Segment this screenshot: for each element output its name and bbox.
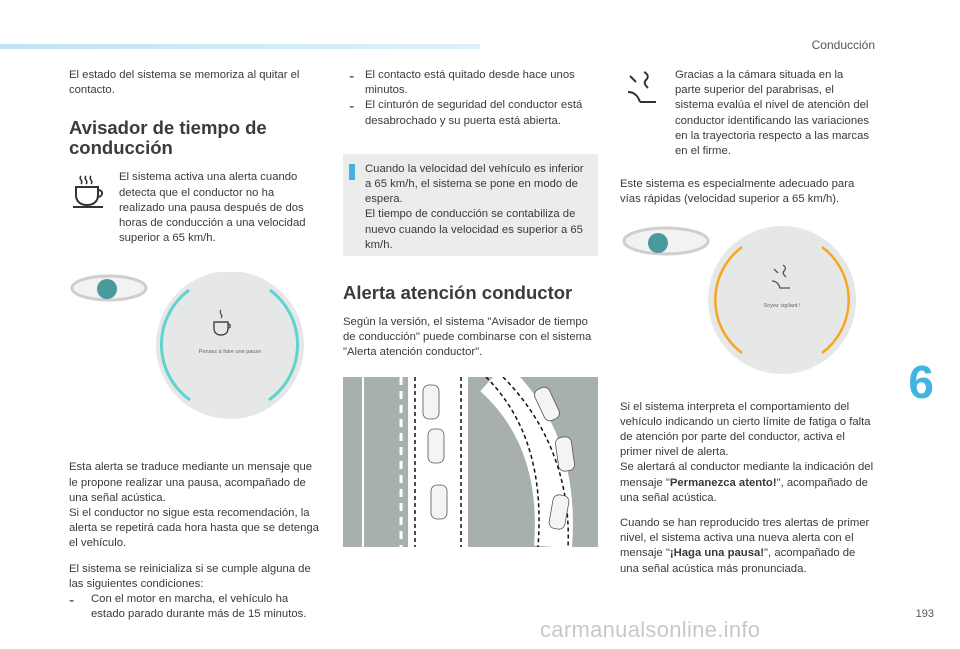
reset-intro: El sistema se reinicializa si se cumple alguna de las siguientes condiciones:: [69, 562, 311, 590]
column-3: [620, 68, 875, 577]
list-item: - El cinturón de seguridad del conductor está desabrochado y su puerta está abierta.: [349, 98, 583, 127]
list-item: - Con el motor en marcha, el vehículo ha estado parado durante más de 15 minutos.: [69, 592, 307, 621]
chapter-number: 6: [908, 356, 934, 408]
coffee-alert-text: El sistema activa una alerta cuando detecta que el conductor no ha realizado una pausa después de dos horas de conducción a una velocidad superior a 65 km/h.: [119, 171, 306, 245]
column-1: [69, 68, 319, 622]
section-title: Conducción: [811, 38, 875, 52]
camera-icon-paragraph: [620, 68, 875, 159]
note-standby: Cuando la velocidad del vehículo es inferior a 65 km/h, el sistema se pone en modo de espera.: [365, 162, 584, 206]
note-resume: El tiempo de conducción se contabiliza de nuevo cuando la velocidad es superior a 65 km/h.: [365, 208, 583, 251]
car-icon: [431, 485, 447, 519]
car-icon: [428, 429, 444, 463]
list-item: - El contacto está quitado desde hace unos minutos.: [349, 68, 575, 97]
header-rule: [0, 44, 480, 49]
attention-display-illustration: [620, 225, 875, 390]
car-icon: [423, 385, 439, 419]
fatigue-text: Si el sistema interpreta el comportamiento del vehículo indicando un cierto límite de fatiga o falta de atención por parte del conductor, activa el primer nivel de alerta.: [620, 400, 871, 459]
watermark: carmanualsonline.info: [540, 617, 761, 642]
page-number: 193: [915, 608, 934, 620]
section-heading-driving-time: Avisador de tiempo de conducción: [69, 117, 267, 159]
intro-text: El estado del sistema se memoriza al quitar el contacto.: [69, 69, 300, 97]
camera-text: Gracias a la cámara situada en la parte superior del parabrisas, el sistema evalúa el nivel de atención del conductor identificando las variaciones en la trayectoria respecto a las marcas en el firme.: [675, 69, 870, 158]
display-caption: Pensez à faire une pause: [198, 349, 262, 356]
lane-trajectory-illustration: [343, 377, 598, 547]
gauge-dot: [97, 279, 117, 299]
alert-repeat: Si el conductor no sigue esta recomendación, la alerta se repetirá cada hora hasta que se detenga el vehículo.: [69, 507, 319, 550]
coffee-cup-icon: [69, 172, 109, 212]
combination-text: Según la versión, el sistema "Avisador de tiempo de conducción" puede combinarse con el sistema "Alerta atención conductor".: [343, 315, 592, 359]
column-2: [343, 68, 598, 547]
display-circle: [156, 272, 304, 419]
driver-attention-icon: [620, 68, 660, 108]
coffee-icon-paragraph: [69, 170, 319, 246]
driving-pause-display-illustration: [69, 272, 319, 432]
display-caption: Soyez vigilant !: [763, 302, 801, 309]
gauge-dot: [648, 233, 668, 253]
alert-explanation: Esta alerta se traduce mediante un mensaje que le propone realizar una pausa, acompañado de una señal acústica.: [69, 461, 313, 504]
section-heading-attention-alert: Alerta atención conductor: [343, 281, 573, 303]
first-level-alert: Se alertará al conductor mediante la indicación del mensaje "Permanezca atento!", acompañado de una señal acústica.: [620, 461, 874, 504]
info-note: [343, 154, 598, 256]
second-level-alert: Cuando se han reproducido tres alertas de primer nivel, el sistema activa una nueva alerta con el mensaje "¡Haga una pausa!", acompañado de una señal acústica más pronunciada.: [620, 517, 870, 575]
display-circle: [708, 226, 856, 374]
suited-roads-text: Este sistema es especialmente adecuado para vías rápidas (velocidad superior a 65 km/h).: [620, 178, 855, 206]
info-icon: [349, 164, 355, 180]
